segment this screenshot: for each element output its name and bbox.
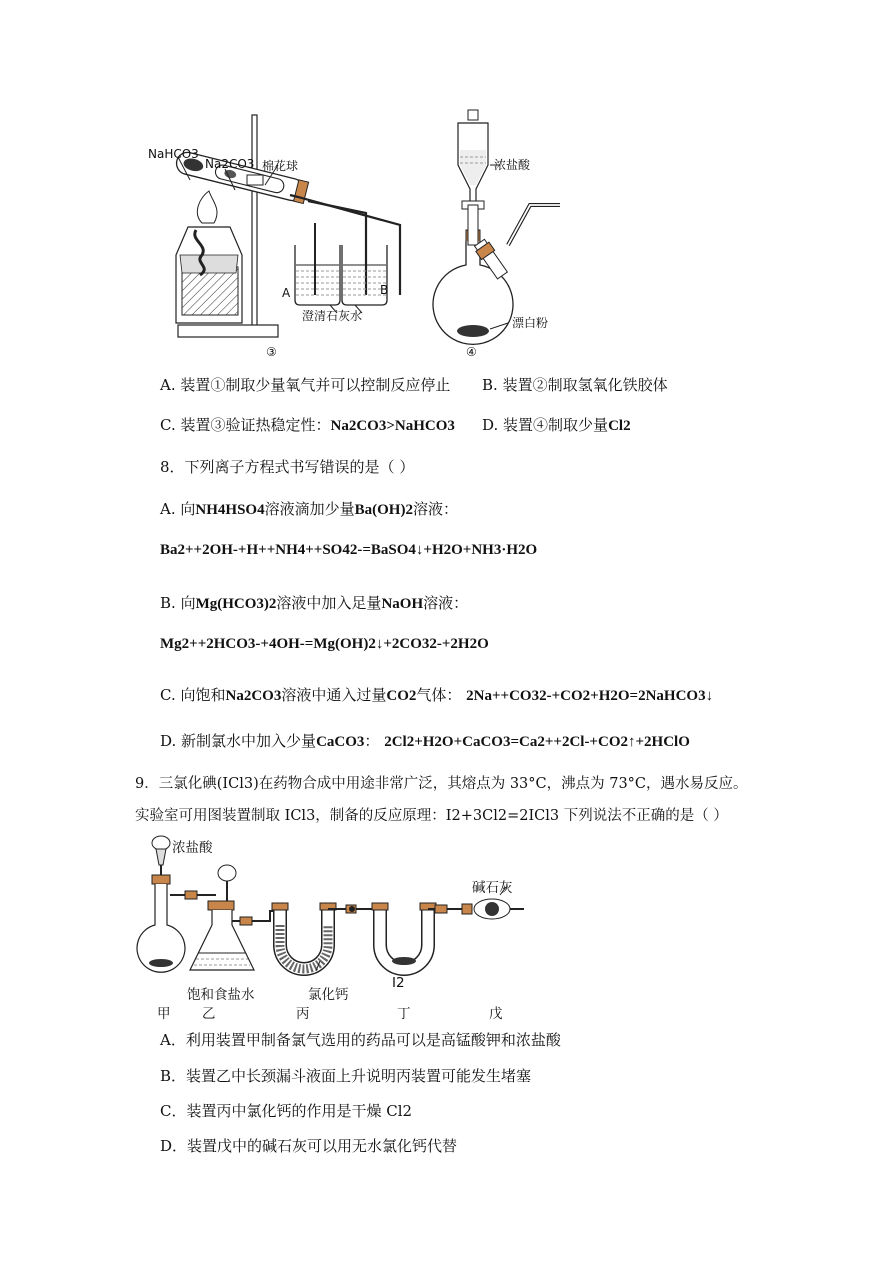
q9-label-cacl2: 氯化钙 bbox=[308, 987, 349, 1003]
q9-option-c: C．装置丙中氯化钙的作用是干燥 Cl2 bbox=[160, 1102, 413, 1120]
q8-c-equation: 2Na++CO32-+CO2+H2O=2NaHCO3↓ bbox=[466, 688, 714, 704]
label-limewater: 澄清石灰水 bbox=[302, 309, 363, 323]
q7-d-formula: Cl2 bbox=[608, 418, 631, 434]
q8-option-d: D. 新制氯水中加入少量CaCO3： 2Cl2+H2O+CaCO3=Ca2++2Cl-+CO2↑+2HClO bbox=[160, 732, 690, 750]
q9-label-yi: 乙 bbox=[202, 1006, 216, 1022]
q9-option-d: D．装置戊中的碱石灰可以用无水氯化钙代替 bbox=[160, 1137, 458, 1155]
q9-label-ding: 丁 bbox=[397, 1006, 411, 1022]
q9-stem-line2: 实验室可用图装置制取 ICl3，制备的反应原理：I2+3Cl2=2ICl3 下列说法不正确的是（ ） bbox=[135, 808, 728, 824]
q8-option-c: C. 向饱和Na2CO3溶液中通入过量CO2气体： 2Na++CO32-+CO2+H2O=2NaHCO3↓ bbox=[160, 686, 714, 704]
label-nahco3: NaHCO3 bbox=[148, 147, 199, 161]
q8-option-b: B. 向Mg(HCO3)2溶液中加入足量NaOH溶液： bbox=[160, 594, 469, 612]
label-cotton: 棉花球 bbox=[262, 159, 299, 173]
q8-a-equation: Ba2++2OH-+H++NH4++SO42-=BaSO4↓+H2O+NH3·H2O bbox=[160, 542, 538, 558]
q9-label-wu: 戊 bbox=[489, 1006, 503, 1022]
q9-label-jia: 甲 bbox=[157, 1006, 171, 1022]
q8-b-equation: Mg2++2HCO3-+4OH-=Mg(OH)2↓+2CO32-+2H2O bbox=[160, 636, 489, 652]
label-bleach: 漂白粉 bbox=[512, 316, 549, 330]
q9-stem-line1: 9．三氯化碘(ICl3)在药物合成中用途非常广泛，其熔点为 33°C，沸点为 73°C，遇水易反应。 bbox=[135, 776, 748, 792]
label-na2co3: Na2CO3 bbox=[205, 157, 255, 171]
q7-c-formula: Na2CO3>NaHCO3 bbox=[330, 418, 455, 434]
q9-label-conc-hcl: 浓盐酸 bbox=[172, 840, 213, 856]
label-A: A bbox=[282, 286, 291, 300]
q9-label-brine: 饱和食盐水 bbox=[187, 987, 255, 1003]
q7-option-d: D. 装置④制取少量Cl2 bbox=[482, 416, 631, 434]
label-conc-hcl-4: 浓盐酸 bbox=[494, 158, 531, 172]
q7-option-c: C. 装置③验证热稳定性：Na2CO3>NaHCO3 bbox=[160, 416, 455, 434]
figure-number-4: ④ bbox=[466, 345, 477, 359]
figure-number-3: ③ bbox=[266, 345, 277, 359]
q8-option-a: A. 向NH4HSO4溶液滴加少量Ba(OH)2溶液： bbox=[160, 500, 458, 518]
q8-d-equation: 2Cl2+H2O+CaCO3=Ca2++2Cl-+CO2↑+2HClO bbox=[384, 734, 690, 750]
apparatus-figure-icl3 bbox=[130, 835, 530, 985]
q9-label-i2: I2 bbox=[392, 975, 405, 991]
q7-option-a: A. 装置①制取少量氧气并可以控制反应停止 bbox=[160, 376, 451, 394]
q9-option-a: A．利用装置甲制备氯气选用的药品可以是高锰酸钾和浓盐酸 bbox=[160, 1031, 561, 1049]
q9-label-soda-lime: 碱石灰 bbox=[472, 880, 513, 896]
q9-label-bing: 丙 bbox=[296, 1006, 310, 1022]
q8-stem: 8．下列离子方程式书写错误的是（ ） bbox=[160, 458, 415, 476]
q7-option-b: B. 装置②制取氢氧化铁胶体 bbox=[482, 376, 668, 394]
label-B: B bbox=[380, 283, 389, 297]
q9-option-b: B．装置乙中长颈漏斗液面上升说明丙装置可能发生堵塞 bbox=[160, 1067, 532, 1085]
